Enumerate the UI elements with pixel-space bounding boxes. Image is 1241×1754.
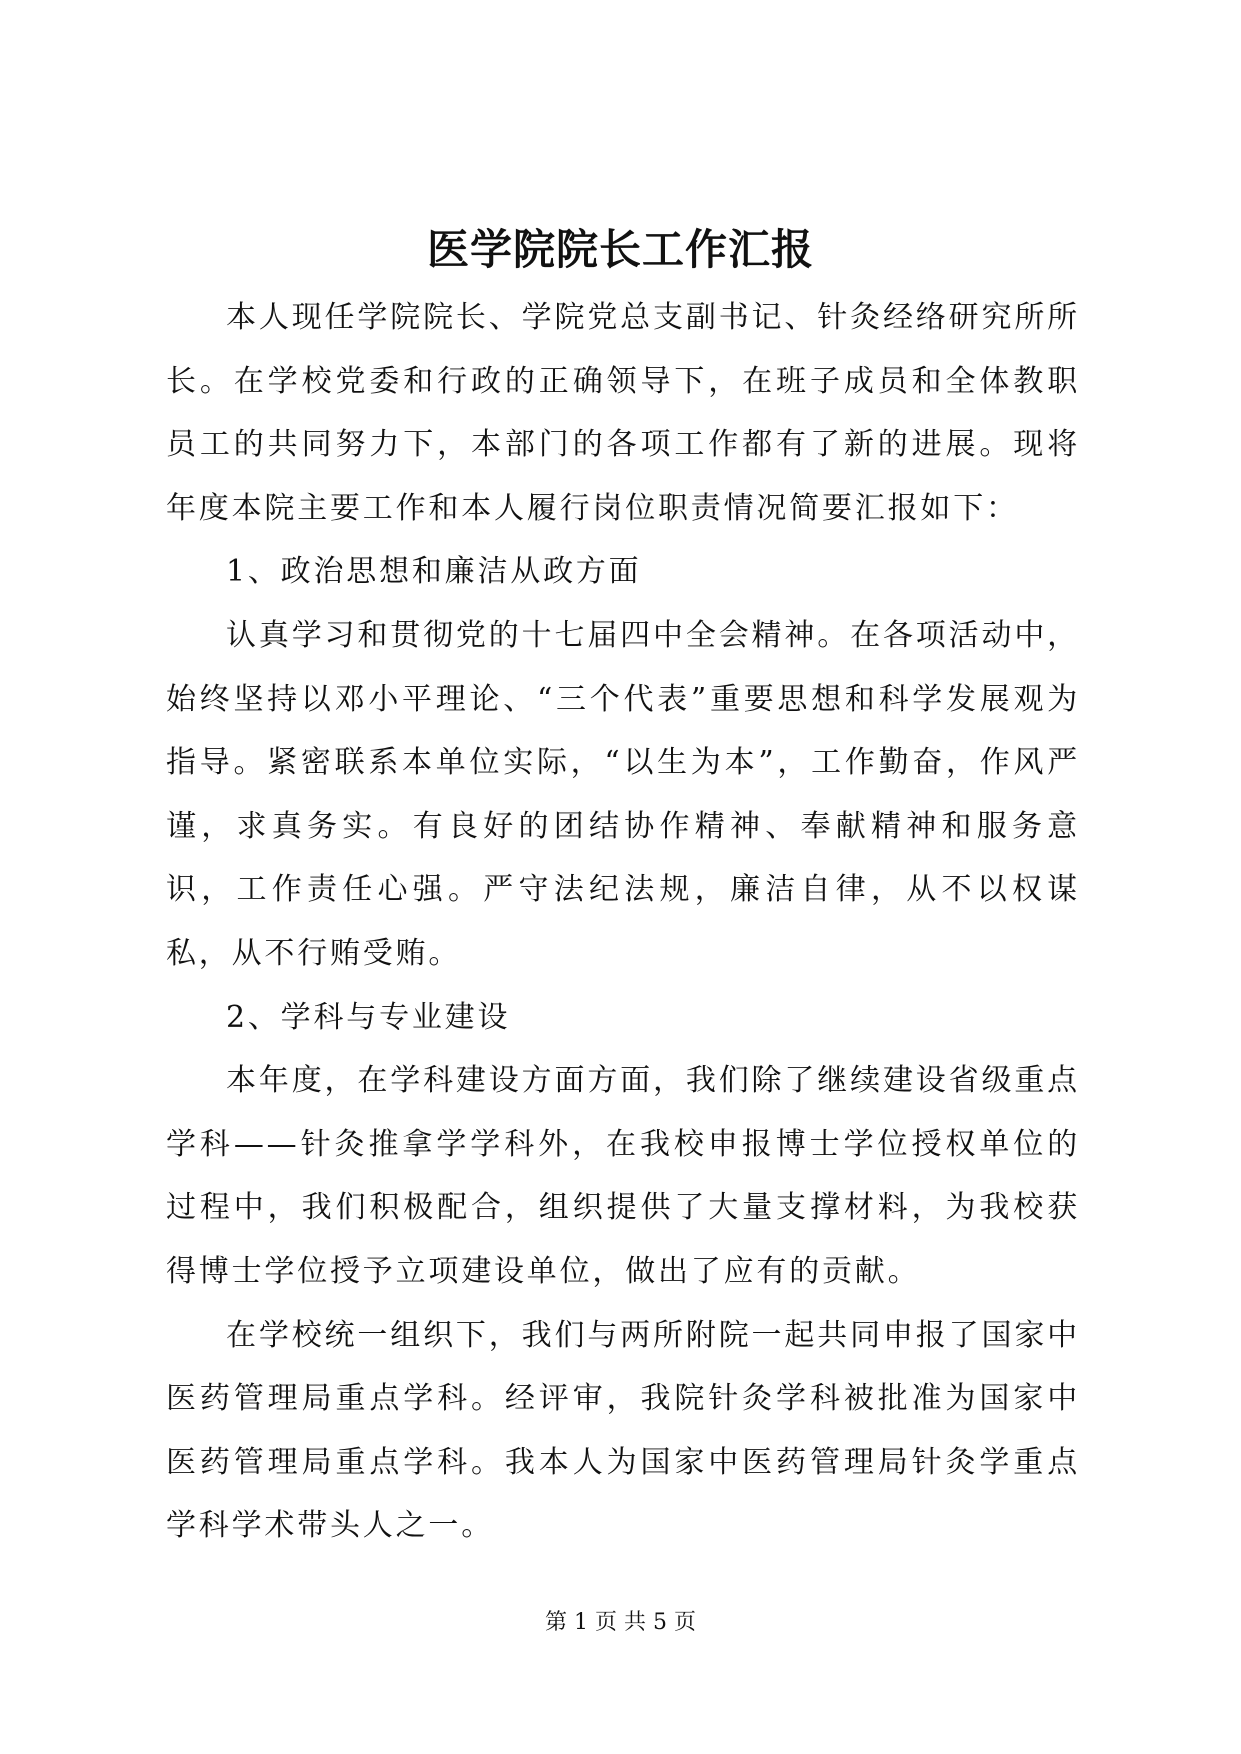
- document-body: [166, 286, 1080, 1558]
- page-number-footer: 第 1 页 共 5 页: [545, 1610, 696, 1635]
- section-heading-discipline: 2、学科与专业建设: [226, 999, 511, 1035]
- paragraph-politics: 认真学习和贯彻党的十七届四中全会精神。在各项活动中，始终坚持以邓小平理论、“三个代表”重要思想和科学发展观为指导。紧密联系本单位实际，“以生为本”，工作勤奋，作风严谨，求真务实。有良好的团结协作精神、奉献精神和服务意识，工作责任心强。严守法纪法规，廉洁自律，从不以权谋私，从不行贿受贿。: [166, 617, 1080, 971]
- paragraph-key-discipline: 在学校统一组织下，我们与两所附院一起共同申报了国家中医药管理局重点学科。经评审，我院针灸学科被批准为国家中医药管理局重点学科。我本人为国家中医药管理局针灸学重点学科学术带头人之一。: [166, 1317, 1080, 1544]
- section-heading-politics: 1、政治思想和廉洁从政方面: [226, 554, 642, 590]
- document-title: 医学院院长工作汇报: [426, 225, 814, 274]
- paragraph-intro: 本人现任学院院长、学院党总支副书记、针灸经络研究所所长。在学校党委和行政的正确领导下，在班子成员和全体教职员工的共同努力下，本部门的各项工作都有了新的进展。现将年度本院主要工作和本人履行岗位职责情况简要汇报如下：: [166, 300, 1080, 526]
- paragraph-discipline: 本年度，在学科建设方面方面，我们除了继续建设省级重点学科——针灸推拿学学科外，在我校申报博士学位授权单位的过程中，我们积极配合，组织提供了大量支撑材料，为我校获得博士学位授予立项建设单位，做出了应有的贡献。: [166, 1063, 1080, 1289]
